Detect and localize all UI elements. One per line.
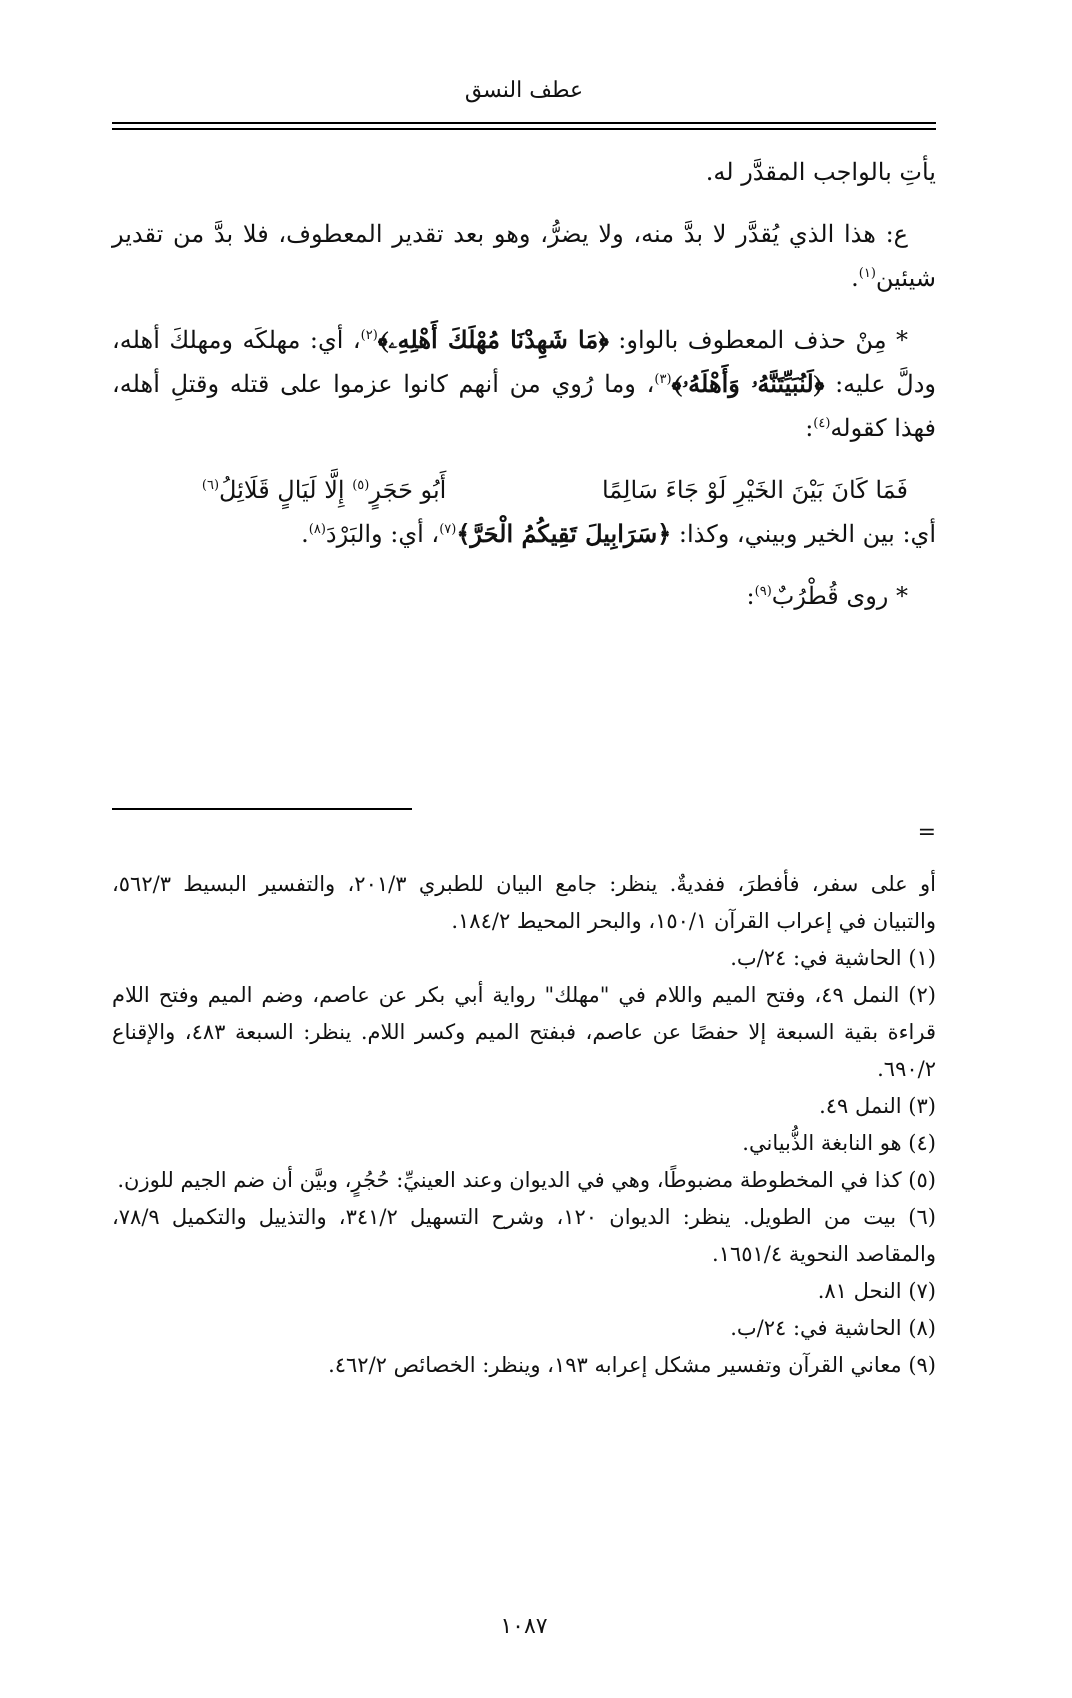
footnote-6: (٦) بيت من الطويل. ينظر: الديوان ١٢٠، وشرح التسهيل ٣٤١/٢، والتذييل والتكميل ٧٨/٩، والمقاصد النحوية ١٦٥١/٤. bbox=[112, 1205, 936, 1266]
text: ، أي: مهلكَه ومهلكَ أهله، ودلَّ عليه: bbox=[112, 326, 936, 398]
text: . bbox=[301, 520, 309, 548]
paragraph-3 bbox=[112, 318, 936, 450]
footnote-ref-7[interactable]: (٧) bbox=[439, 522, 457, 537]
footnote-ref-2[interactable]: (٢) bbox=[360, 328, 378, 343]
quran-quote: ﴿مَا شَهِدْنَا مُهْلَكَ أَهْلِهِۦ﴾ bbox=[377, 325, 609, 354]
paragraph-1 bbox=[112, 150, 936, 194]
footnote-ref-5[interactable]: (٥) bbox=[352, 478, 370, 493]
verse-first-hemistich: فَمَا كَانَ بَيْنَ الخَيْرِ لَوْ جَاءَ سَالِمًا bbox=[601, 476, 908, 504]
footnote-ref-8[interactable]: (٨) bbox=[308, 522, 326, 537]
header-rule-bottom bbox=[112, 128, 936, 130]
footnote-3: (٣) النمل ٤٩. bbox=[819, 1094, 936, 1118]
footnote-continuation-mark: = bbox=[917, 820, 936, 845]
footnotes bbox=[112, 866, 936, 1384]
footnote-1: (١) الحاشية في: ٢٤/ب. bbox=[730, 946, 936, 970]
footnote-ref-9[interactable]: (٩) bbox=[754, 584, 772, 599]
paragraph-2 bbox=[112, 212, 936, 300]
header-rule-top bbox=[112, 122, 936, 124]
text: أي: بين الخير وبيني، وكذا: bbox=[671, 520, 936, 548]
footnote-2: (٢) النمل ٤٩، وفتح الميم واللام في "مهلك" رواية أبي بكر عن عاصم، وضم الميم وفتح اللام قراءة بقية السبعة إلا حفصًا عن عاصم، فبفتح الميم وكسر اللام. ينظر: السبعة ٤٨٣، والإقناع ٦٩٠/٢. bbox=[112, 983, 936, 1081]
footnote-separator bbox=[112, 808, 412, 810]
footnote-ref-4[interactable]: (٤) bbox=[813, 416, 831, 431]
footnote-ref-6[interactable]: (٦) bbox=[201, 478, 220, 493]
text: * روى قُطْرُبٌ bbox=[771, 582, 908, 610]
text: أَبُو حَجَرٍ bbox=[369, 476, 447, 504]
quran-quote: ﴿لَنُبَيِّتَنَّهُۥ وَأَهْلَهُۥ﴾ bbox=[671, 369, 825, 398]
text: * مِنْ حذف المعطوف بالواو: bbox=[608, 326, 908, 354]
text: ، أي: والبَرْدَ bbox=[325, 520, 440, 548]
footnote-8: (٨) الحاشية في: ٢٤/ب. bbox=[730, 1316, 936, 1340]
footnote-ref-3[interactable]: (٣) bbox=[654, 372, 672, 387]
footnote-9: (٩) معاني القرآن وتفسير مشكل إعرابه ١٩٣، وينظر: الخصائص ٤٦٢/٢. bbox=[328, 1353, 936, 1377]
text: ع: هذا الذي يُقدَّر لا بدَّ منه، ولا يضرُّ، وهو بعد تقدير المعطوف، فلا بدَّ من تقدير شيئين bbox=[112, 220, 936, 292]
verse-second-hemistich bbox=[112, 468, 446, 512]
footnote-4: (٤) هو النابغة الذُّبياني. bbox=[742, 1131, 936, 1155]
main-text bbox=[112, 150, 936, 636]
text: : bbox=[805, 414, 814, 442]
paragraph-5 bbox=[112, 574, 936, 618]
text: يأتِ بالواجب المقدَّر له. bbox=[705, 158, 936, 186]
text: إِلَّا لَيَالٍ قَلَائِلُ bbox=[219, 476, 353, 504]
document-page bbox=[112, 0, 936, 1698]
footnote-7: (٧) النحل ٨١. bbox=[817, 1279, 936, 1303]
footnote-5: (٥) كذا في المخطوطة مضبوطًا، وهي في الديوان وعند العينيِّ: حُجُرٍ، وبيَّن أن ضم الجيم للوزن. bbox=[117, 1168, 936, 1192]
quran-quote: ﴿سَرَابِيلَ تَقِيكُمُ الْحَرَّ﴾ bbox=[456, 519, 672, 548]
running-header: عطف النسق bbox=[464, 78, 584, 103]
text: ، وما رُوي من أنهم كانوا عزموا على قتله وقتلِ أهله، فهذا كقوله bbox=[112, 370, 936, 442]
text: . bbox=[851, 264, 859, 292]
text: : bbox=[746, 582, 755, 610]
page-number: ١٠٨٧ bbox=[500, 1614, 548, 1639]
poetry-verse bbox=[112, 468, 936, 512]
footnote-ref-1[interactable]: (١) bbox=[858, 266, 876, 281]
footnote-continued: أو على سفر، فأفطرَ، ففديةٌ. ينظر: جامع البيان للطبري ٢٠١/٣، والتفسير البسيط ٥٦٢/٣، والتبيان في إعراب القرآن ١٥٠/١، والبحر المحيط ١٨٤/٢. bbox=[112, 872, 936, 933]
paragraph-4 bbox=[112, 512, 936, 556]
